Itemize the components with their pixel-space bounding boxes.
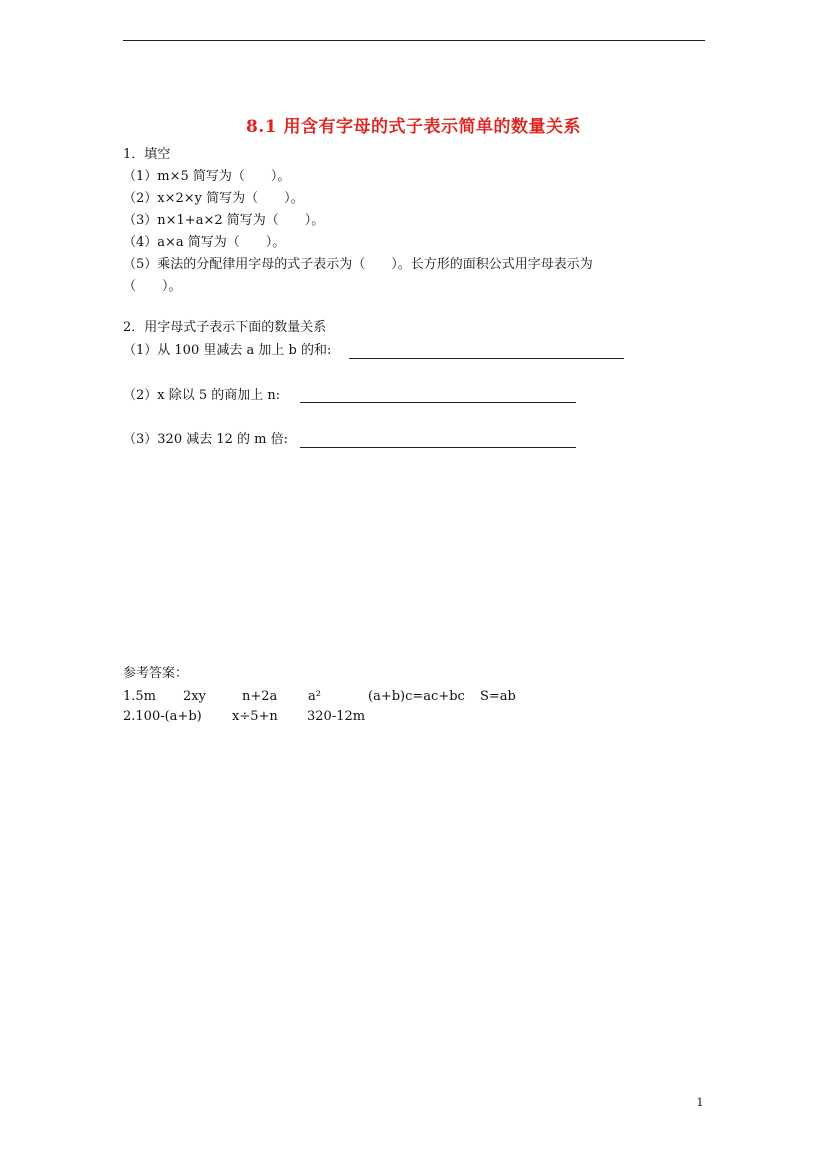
- answer-2-1: 2.100-(a+b): [123, 709, 202, 724]
- question-2-3: （3）320 减去 12 的 m 倍:: [123, 432, 288, 447]
- answer-1-4: a²: [308, 689, 321, 704]
- answer-2-3: 320-12m: [307, 709, 366, 724]
- answer-2-2: x÷5+n: [232, 709, 278, 724]
- answer-1-5: (a+b)c=ac+bc: [368, 689, 465, 704]
- section2-heading: 2．用字母式子表示下面的数量关系: [123, 320, 327, 335]
- answer-1-2: 2xy: [183, 689, 206, 704]
- question-1-2: （2）x×2×y 简写为（ ）。: [123, 191, 304, 206]
- answer-line-2-2: [300, 402, 576, 403]
- question-2-1: （1）从 100 里减去 a 加上 b 的和:: [123, 343, 332, 358]
- question-2-2: （2）x 除以 5 的商加上 n:: [123, 388, 281, 403]
- section-fill-blank: [123, 144, 713, 298]
- header-rule: [123, 40, 705, 41]
- answer-line-2-3: [300, 447, 576, 448]
- question-1-4: （4）a×a 简写为（ ）。: [123, 235, 286, 250]
- question-1-5: （5）乘法的分配律用字母的式子表示为（ ）。长方形的面积公式用字母表示为: [123, 257, 593, 272]
- answer-1-6: S=ab: [480, 689, 516, 704]
- page-title: 8.1 用含有字母的式子表示简单的数量关系: [246, 117, 581, 137]
- answer-line-2-1: [349, 358, 624, 359]
- answers-heading: 参考答案：: [123, 666, 189, 681]
- question-1-5-continued: （ ）。: [123, 279, 182, 294]
- answer-1-3: n+2a: [242, 689, 278, 704]
- page-number: 1: [696, 1096, 704, 1109]
- question-1-1: （1）m×5 简写为（ ）。: [123, 169, 291, 184]
- section-expressions: [123, 317, 713, 339]
- answer-1-1: 1.5m: [123, 689, 157, 704]
- section1-heading: 1．填空: [123, 147, 171, 162]
- question-1-3: （3）n×1+a×2 简写为（ ）。: [123, 213, 325, 228]
